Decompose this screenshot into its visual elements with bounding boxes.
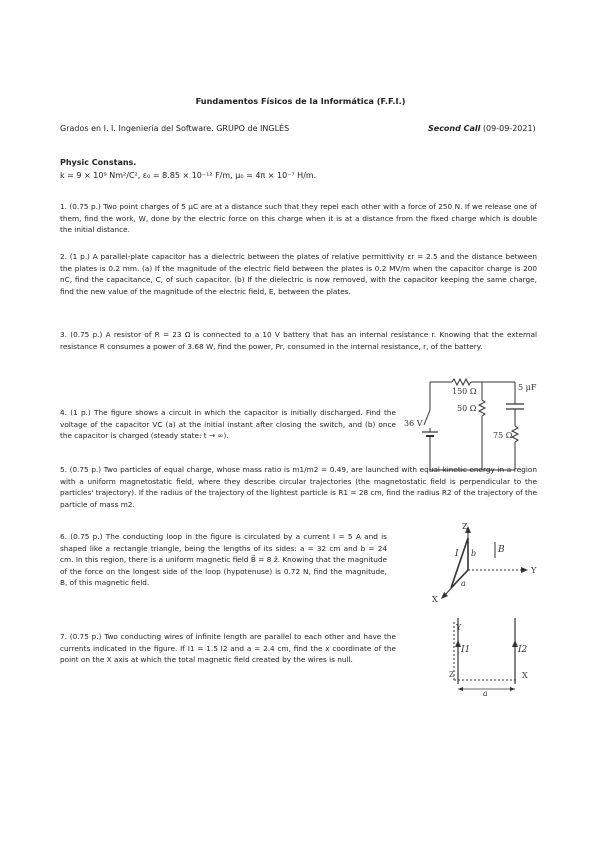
problem-text: A resistor of R = 23 Ω is connected to a 10 V battery that has an internal resistance r. Knowing that the external resistance R consumes a power of 3.68 W, find the power, Pr, consumed in the internal resistance, r, of the battery. <box>60 330 537 351</box>
problem-points: (1 p.) <box>69 252 90 261</box>
problem-points: (0.75 p.) <box>70 532 103 541</box>
problem-number: 4. <box>60 408 67 417</box>
exam-date: (09-09-2021) <box>482 124 536 133</box>
problem-text: The conducting loop in the figure is circulated by a current I = 5 A and is shaped like a rectangle triangle, being the lengths of its sides: a = 32 cm and b = 24 cm. In this region, there is a uniform magnetic field B⃗ = 8 ẑ. Knowing that the magnitude of the force on the longest side of the loop (hypotenuse) is 0.72 N, find the magnitude, B, of this magnetic field. <box>60 532 387 588</box>
problem-4 <box>60 407 396 442</box>
problem-number: 7. <box>60 632 67 641</box>
current-label: I <box>455 549 459 559</box>
call-label: Second Call <box>428 124 481 133</box>
resistor-50-label: 50 Ω <box>457 404 477 413</box>
call-header <box>428 124 536 133</box>
constants-heading: Physic Constans. <box>60 158 137 167</box>
resistor-150-label: 150 Ω <box>452 387 477 396</box>
wires-figure <box>440 612 535 697</box>
problem-points: (1 p.) <box>70 408 91 417</box>
x-axis-label: X <box>432 595 438 604</box>
problem-1 <box>60 201 537 236</box>
current-1-label: I1 <box>461 645 471 655</box>
x-axis-label: X <box>522 671 528 680</box>
z-axis-label: Z <box>462 522 468 531</box>
problem-points: (0.75 p.) <box>69 465 102 474</box>
problem-number: 1. <box>60 202 67 211</box>
constants-line: k = 9 × 10⁹ Nm²/C², ε₀ = 8.85 × 10⁻¹² F/m, μ₀ = 4π × 10⁻⁷ H/m. <box>60 171 317 180</box>
y-axis-label: Y <box>531 566 537 575</box>
problem-number: 2. <box>60 252 67 261</box>
problem-points: (0.75 p.) <box>69 202 101 211</box>
problem-3 <box>60 329 537 352</box>
resistor-150-symbol <box>452 379 471 385</box>
resistor-75-symbol <box>512 426 518 442</box>
switch-symbol <box>424 410 430 425</box>
y-axis-label: Y <box>456 623 462 632</box>
problem-points: (0.75 p.) <box>69 632 102 641</box>
problem-number: 5. <box>60 465 67 474</box>
problem-2 <box>60 251 537 297</box>
page-title: Fundamentos Físicos de la Informática (F.F.I.) <box>195 96 406 106</box>
z-axis-label: Z <box>449 671 454 679</box>
side-b-label: b <box>471 549 477 558</box>
problem-number: 3. <box>60 330 67 339</box>
circuit-figure <box>400 370 550 475</box>
capacitor-label: 5 μF <box>518 383 537 392</box>
problem-number: 6. <box>60 532 67 541</box>
problem-text: Two point charges of 5 μC are at a distance such that they repel each other with a force of 250 N. If we release one of them, find the work, W, done by the electric force on this charge when it is at a distance from the fixed charge which is double the initial distance. <box>60 202 537 235</box>
problem-text: A parallel-plate capacitor has a dielectric between the plates of relative permittivity εr = 2.5 and the distance between the plates is 0.2 mm. (a) If the magnitude of the electric field between the plates is 0.2 MV/m when the capacitor charge is 200 nC, find the capacitance, C, of such capacitor. (b) If the dielectric is now removed, with the capacitor keeping the same charge, find the new value of the magnitude of the electric field, E, between the plates. <box>60 252 537 296</box>
problem-text: Two conducting wires of infinite length are parallel to each other and have the currents indicated in the figure. If I1 = 1.5 I2 and a = 2.4 cm, find the x coordinate of the point on the X axis at which the total magnetic field created by the wires is null. <box>60 632 397 665</box>
loop-figure <box>425 522 545 607</box>
resistor-75-label: 75 Ω <box>493 431 513 440</box>
degree-header: Grados en I. I. Ingeniería del Software. GRUPO de INGLÉS <box>60 124 290 133</box>
problem-points: (0.75 p.) <box>70 330 103 339</box>
current-2-label: I2 <box>518 645 528 655</box>
resistor-50-symbol <box>479 400 485 416</box>
distance-arrow-icon <box>458 687 463 691</box>
distance-arrow-icon <box>510 687 515 691</box>
problem-7 <box>60 631 396 666</box>
side-a-label: a <box>461 579 466 588</box>
y-arrow-icon <box>521 567 528 573</box>
problem-text: The figure shows a circuit in which the capacitor is initially discharged. Find the voltage of the capacitor VC (a) at the initial instant after closing the switch, and (b) once the capacitor is charged (steady state: t → ∞). <box>60 408 396 441</box>
problem-6 <box>60 531 387 589</box>
problem-5 <box>60 464 537 510</box>
field-label: B <box>498 545 505 555</box>
problem-text: Two particles of equal charge, whose mass ratio is m1/m2 = 0.49, are launched with equal kinetic energy in a region with a uniform magnetostatic field, where they describe circular trajectories (the magnetostatic field is perpendicular to the particles' trajectory). If the radius of the trajectory of the lightest particle is R1 = 28 cm, find the radius R2 of the trajectory of the particle of mass m2. <box>60 465 537 509</box>
battery-label: 36 V <box>404 419 423 428</box>
distance-label: a <box>483 689 488 697</box>
